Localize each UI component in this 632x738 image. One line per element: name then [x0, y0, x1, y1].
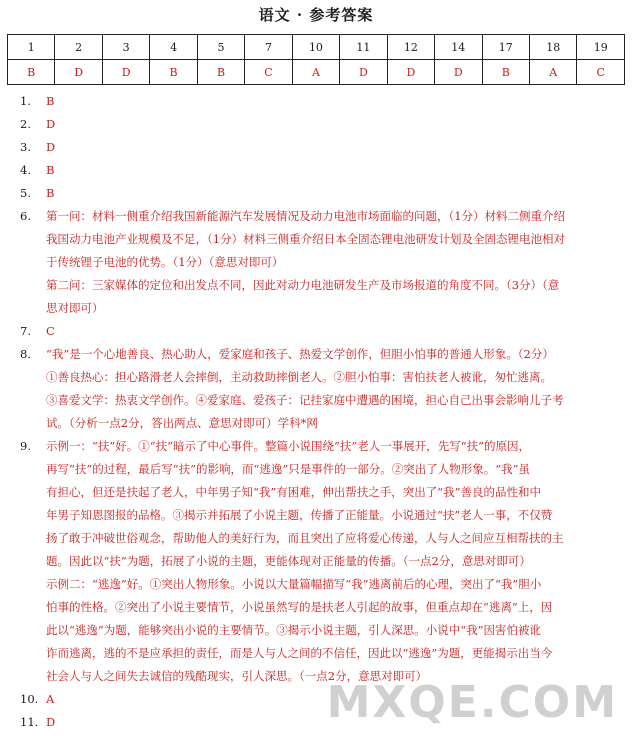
- table-cell-answer: C: [245, 60, 292, 85]
- answer-text: 第一问：材料一侧重介绍我国新能源汽车发展情况及动力电池市场面临的问题，（1分）材料二侧重介绍: [46, 209, 566, 223]
- answer-text: 此以“逃逸”为题，能够突出小说的主要情节。③揭示小说主题，引人深思。小说中“我”因害怕被讹: [46, 623, 542, 637]
- answer-text: 试。（分析一点2分，答出两点、意思对即可）学科*网: [46, 416, 318, 430]
- table-row-question-numbers: [8, 35, 625, 60]
- answer-line: [20, 665, 620, 688]
- table-cell-question-number: 19: [577, 35, 625, 60]
- table-cell-answer: D: [387, 60, 434, 85]
- answer-line: [20, 481, 620, 504]
- table-cell-question-number: 5: [197, 35, 244, 60]
- answer-line: [20, 228, 620, 251]
- question-number: 11.: [20, 715, 39, 729]
- answer-text: D: [46, 117, 56, 131]
- page-title: 语文 · 参考答案: [258, 6, 374, 24]
- table-cell-question-number: 11: [340, 35, 387, 60]
- table-cell-question-number: 18: [529, 35, 576, 60]
- table-cell-answer: D: [55, 60, 102, 85]
- answer-text: D: [46, 715, 56, 729]
- table-cell-answer: A: [529, 60, 576, 85]
- answer-line: [20, 619, 620, 642]
- answer-text: 扬了敢于冲破世俗观念，帮助他人的美好行为，而且突出了应将爱心传递，人与人之间应互相帮扶的主: [46, 531, 564, 545]
- answer-line: [20, 274, 620, 297]
- table-row-answers: [8, 60, 625, 85]
- question-number: 8.: [20, 347, 31, 361]
- answer-line: [20, 642, 620, 665]
- answer-text: B: [46, 186, 55, 200]
- answer-line: [20, 136, 620, 159]
- answer-text: B: [46, 163, 55, 177]
- answer-text: 于传统锂子电池的优势。（1分）（意思对即可）: [46, 255, 284, 269]
- table-cell-answer: A: [292, 60, 339, 85]
- table-cell-answer: D: [102, 60, 149, 85]
- question-number: 1.: [20, 94, 31, 108]
- answer-text: D: [46, 140, 56, 154]
- answer-text: A: [46, 692, 55, 706]
- table-cell-answer: B: [150, 60, 197, 85]
- answer-line: [20, 458, 620, 481]
- answer-text: 社会人与人之间失去诚信的残酷现实，引人深思。（一点2分，意思对即可）: [46, 669, 428, 683]
- table-cell-answer: B: [482, 60, 529, 85]
- table-cell-question-number: 2: [55, 35, 102, 60]
- answer-text: ①善良热心：担心路滑老人会摔倒，主动救助摔倒老人。②胆小怕事：害怕扶老人被讹，匆忙逃离。: [46, 370, 552, 384]
- question-number: 7.: [20, 324, 31, 338]
- table-cell-question-number: 1: [8, 35, 55, 60]
- question-number: 6.: [20, 209, 31, 223]
- answer-text: ③喜爱文学：热衷文学创作。④爱家庭、爱孩子：记挂家庭中遭遇的困境，担心自己出事会影响儿子考: [46, 393, 564, 407]
- answer-explanations: [20, 90, 620, 734]
- answer-line: [20, 711, 620, 734]
- answer-line: [20, 550, 620, 573]
- table-cell-question-number: 4: [150, 35, 197, 60]
- watermark-text: MXQE.COM: [326, 677, 618, 728]
- answer-text: B: [46, 94, 55, 108]
- answer-line: [20, 504, 620, 527]
- answer-line: [20, 297, 620, 320]
- answer-text: 有担心，但还是扶起了老人，中年男子知“我”有困难，伸出帮扶之手，突出了“我”善良的品性和中: [46, 485, 542, 499]
- answer-line: [20, 251, 620, 274]
- answer-line: [20, 596, 620, 619]
- table-cell-question-number: 7: [245, 35, 292, 60]
- answer-text: 题。因此以“扶”为题，拓展了小说的主题，更能体现对正能量的传播。（一点2分，意思对即可）: [46, 554, 531, 568]
- question-number: 4.: [20, 163, 31, 177]
- answer-line: [20, 90, 620, 113]
- answer-text: “我”是一个心地善良、热心助人，爱家庭和孩子、热爱文学创作，但胆小怕事的普通人形象。（2分）: [46, 347, 554, 361]
- table-cell-answer: B: [197, 60, 244, 85]
- table-cell-question-number: 3: [102, 35, 149, 60]
- answer-text: 我国动力电池产业规模及不足，（1分）材料三侧重介绍日本全固态锂电池研发计划及全固态锂电池相对: [46, 232, 566, 246]
- answer-line: [20, 159, 620, 182]
- table-cell-question-number: 17: [482, 35, 529, 60]
- answer-text: 再写“扶”的过程，最后写“扶”的影响，而“逃逸”只是事件的一部分。②突出了人物形象。“我”虽: [46, 462, 531, 476]
- table-cell-question-number: 10: [292, 35, 339, 60]
- answer-line: [20, 688, 620, 711]
- table-cell-question-number: 12: [387, 35, 434, 60]
- table-cell-answer: D: [435, 60, 482, 85]
- question-number: 2.: [20, 117, 31, 131]
- question-number: 9.: [20, 439, 31, 453]
- answer-text: 第二问：三家媒体的定位和出发点不同，因此对动力电池研发生产及市场报道的角度不同。（3分）（意: [46, 278, 560, 292]
- answer-text: 诈而逃离，逃的不是应承担的责任，而是人与人之间的不信任，因此以“逃逸”为题，更能揭示出当今: [46, 646, 553, 660]
- answer-line: [20, 412, 620, 435]
- table-cell-answer: B: [8, 60, 55, 85]
- answer-table: [7, 34, 625, 85]
- answer-line: [20, 435, 620, 458]
- answer-text: 年男子知恩图报的品格。③揭示并拓展了小说主题，传播了正能量。小说通过“扶”老人一事，不仅赞: [46, 508, 553, 522]
- table-cell-answer: C: [577, 60, 625, 85]
- answer-line: [20, 113, 620, 136]
- answer-line: [20, 343, 620, 366]
- answer-line: [20, 182, 620, 205]
- answer-text: C: [46, 324, 55, 338]
- table-cell-question-number: 14: [435, 35, 482, 60]
- answer-line: [20, 320, 620, 343]
- answer-text: 思对即可）: [46, 301, 104, 315]
- answer-text: 示例一：“扶”好。①“扶”暗示了中心事件。整篇小说围绕“扶”老人一事展开，先写“扶”的原因，: [46, 439, 531, 453]
- answer-text: 怕事的性格。②突出了小说主要情节，小说虽然写的是扶老人引起的故事，但重点却在“逃离”上，因: [46, 600, 553, 614]
- answer-line: [20, 573, 620, 596]
- table-cell-answer: D: [340, 60, 387, 85]
- question-number: 10.: [20, 692, 39, 706]
- question-number: 5.: [20, 186, 31, 200]
- answer-line: [20, 205, 620, 228]
- answer-line: [20, 389, 620, 412]
- answer-text: 示例二：“逃逸”好。①突出人物形象。小说以大量篇幅描写“我”逃离前后的心理，突出了“我”胆小: [46, 577, 542, 591]
- answer-line: [20, 527, 620, 550]
- answer-line: [20, 366, 620, 389]
- question-number: 3.: [20, 140, 31, 154]
